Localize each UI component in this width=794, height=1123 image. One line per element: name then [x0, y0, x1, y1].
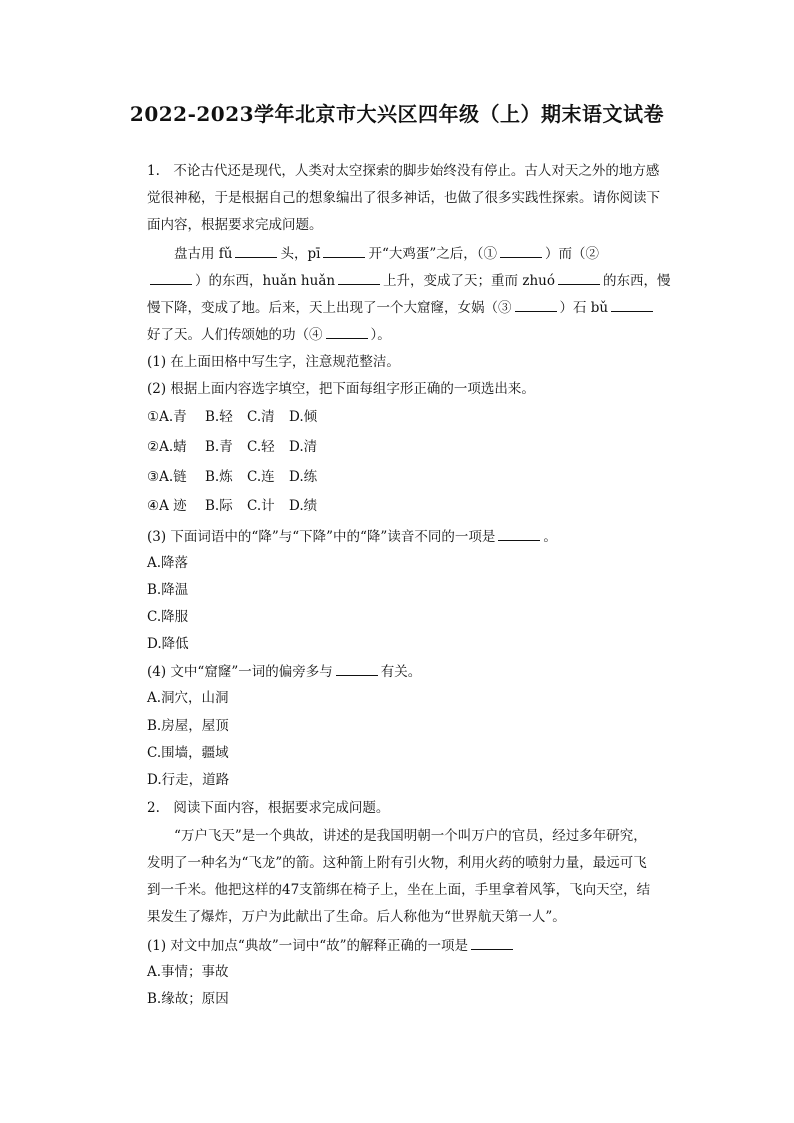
option[interactable]: C.计	[247, 498, 275, 514]
passage-text: 好了天。人们传颂她的功（④	[147, 327, 323, 343]
passage-text: 慢下降，变成了地。后来，天上出现了一个大窟窿，女娲（③	[147, 300, 512, 316]
q1-sub3	[147, 527, 557, 546]
answer-blank[interactable]	[150, 271, 192, 285]
passage-text: 头，pī	[280, 246, 321, 262]
choice-a[interactable]: A.洞穴，山洞	[147, 690, 229, 706]
passage-text: ）的东西，huǎn huǎn	[195, 273, 336, 289]
q1-intro-line-2: 觉很神秘，于是根据自己的想象编出了很多神话，也做了很多实践性探索。请你阅读下	[147, 190, 660, 206]
choice-c[interactable]: C.围墙，疆域	[147, 745, 229, 761]
option[interactable]: B.轻	[205, 409, 233, 425]
answer-blank[interactable]	[611, 298, 653, 312]
q1-sub1: (1) 在上面田格中写生字，注意规范整洁。	[147, 354, 400, 370]
option[interactable]: B.炼	[205, 469, 233, 485]
option[interactable]: C.轻	[247, 439, 275, 455]
q2-sub1	[147, 936, 516, 955]
option[interactable]: ②A.蜻	[147, 439, 187, 455]
question-text: (4) 文中“窟窿”一词的偏旁多与	[147, 664, 333, 680]
option[interactable]: C.连	[247, 469, 275, 485]
q2-passage-line-1: “万户飞天”是一个典故，讲述的是我国明朝一个叫万户的官员，经过多年研究，	[174, 828, 647, 844]
answer-blank[interactable]	[558, 271, 600, 285]
choice-d[interactable]: D.行走，道路	[147, 772, 230, 788]
choice-b[interactable]: B.缘故；原因	[147, 991, 229, 1007]
answer-blank[interactable]	[500, 244, 542, 258]
passage-text: 上升，变成了天；重而 zhuó	[383, 273, 555, 289]
choice-d[interactable]: D.降低	[147, 636, 189, 652]
question-text: (1) 对文中加点“典故”一词中“故”的解释正确的一项是	[147, 938, 469, 954]
answer-blank[interactable]	[515, 298, 557, 312]
question-text: (3) 下面词语中的“降”与“下降”中的“降”读音不同的一项是	[147, 529, 496, 545]
passage-text: ）。	[370, 327, 391, 343]
option[interactable]: D.倾	[289, 409, 318, 425]
option-group-4	[147, 497, 317, 515]
answer-blank[interactable]	[323, 244, 365, 258]
q1-intro-line-1: 1. 不论古代还是现代，人类对太空探索的脚步始终没有停止。古人对天之外的地方感	[147, 163, 660, 179]
option[interactable]: B.际	[205, 498, 233, 514]
answer-blank[interactable]	[498, 527, 540, 541]
choice-c[interactable]: C.降服	[147, 609, 189, 625]
option[interactable]: ①A.青	[147, 409, 187, 425]
passage-text: 的东西，慢	[602, 273, 671, 289]
option[interactable]: D.清	[289, 439, 318, 455]
q1-sub4	[147, 662, 421, 681]
answer-blank[interactable]	[326, 325, 368, 339]
option[interactable]: D.绩	[289, 498, 318, 514]
passage-text: 盘古用 fǔ	[174, 246, 233, 262]
q1-passage-line-4	[147, 325, 391, 344]
q2-passage-line-2: 发明了一种名为“飞龙”的箭。这种箭上附有引火物，利用火药的喷射力量，最远可飞	[147, 855, 647, 871]
q1-passage-line-2	[147, 271, 670, 290]
passage-text: ）石 bǔ	[559, 300, 609, 316]
q2-intro: 2. 阅读下面内容，根据要求完成问题。	[147, 800, 390, 816]
q1-intro-line-3: 面内容，根据要求完成问题。	[147, 217, 323, 233]
answer-blank[interactable]	[338, 271, 380, 285]
option[interactable]: ④A 迹	[147, 498, 187, 514]
option-group-2	[147, 438, 317, 456]
option[interactable]: ③A.链	[147, 469, 187, 485]
passage-text: 开“大鸡蛋”之后，（①	[368, 246, 498, 262]
question-text: 有关。	[380, 664, 422, 680]
option[interactable]: B.青	[205, 439, 233, 455]
choice-b[interactable]: B.降温	[147, 582, 189, 598]
choice-a[interactable]: A.降落	[147, 555, 189, 571]
page-title: 2022-2023学年北京市大兴区四年级（上）期末语文试卷	[129, 102, 665, 126]
answer-blank[interactable]	[471, 936, 513, 950]
answer-blank[interactable]	[336, 662, 378, 676]
option[interactable]: D.练	[289, 469, 318, 485]
choice-a[interactable]: A.事情；事故	[147, 964, 229, 980]
question-text: 。	[543, 529, 557, 545]
choice-b[interactable]: B.房屋，屋顶	[147, 718, 229, 734]
q1-sub2: (2) 根据上面内容选字填空，把下面每组字形正确的一项选出来。	[147, 381, 535, 397]
q2-passage-line-3: 到一千米。他把这样的47支箭绑在椅子上，坐在上面，手里拿着风筝，飞向天空，结	[147, 882, 651, 898]
option-group-1	[147, 408, 317, 426]
passage-text: ）而（②	[545, 246, 600, 262]
q2-passage-line-4: 果发生了爆炸，万户为此献出了生命。后人称他为“世界航天第一人”。	[147, 909, 566, 925]
answer-blank[interactable]	[235, 244, 277, 258]
q1-passage-line-1	[174, 244, 599, 263]
q1-passage-line-3	[147, 298, 656, 317]
option-group-3	[147, 468, 317, 486]
option[interactable]: C.清	[247, 409, 275, 425]
